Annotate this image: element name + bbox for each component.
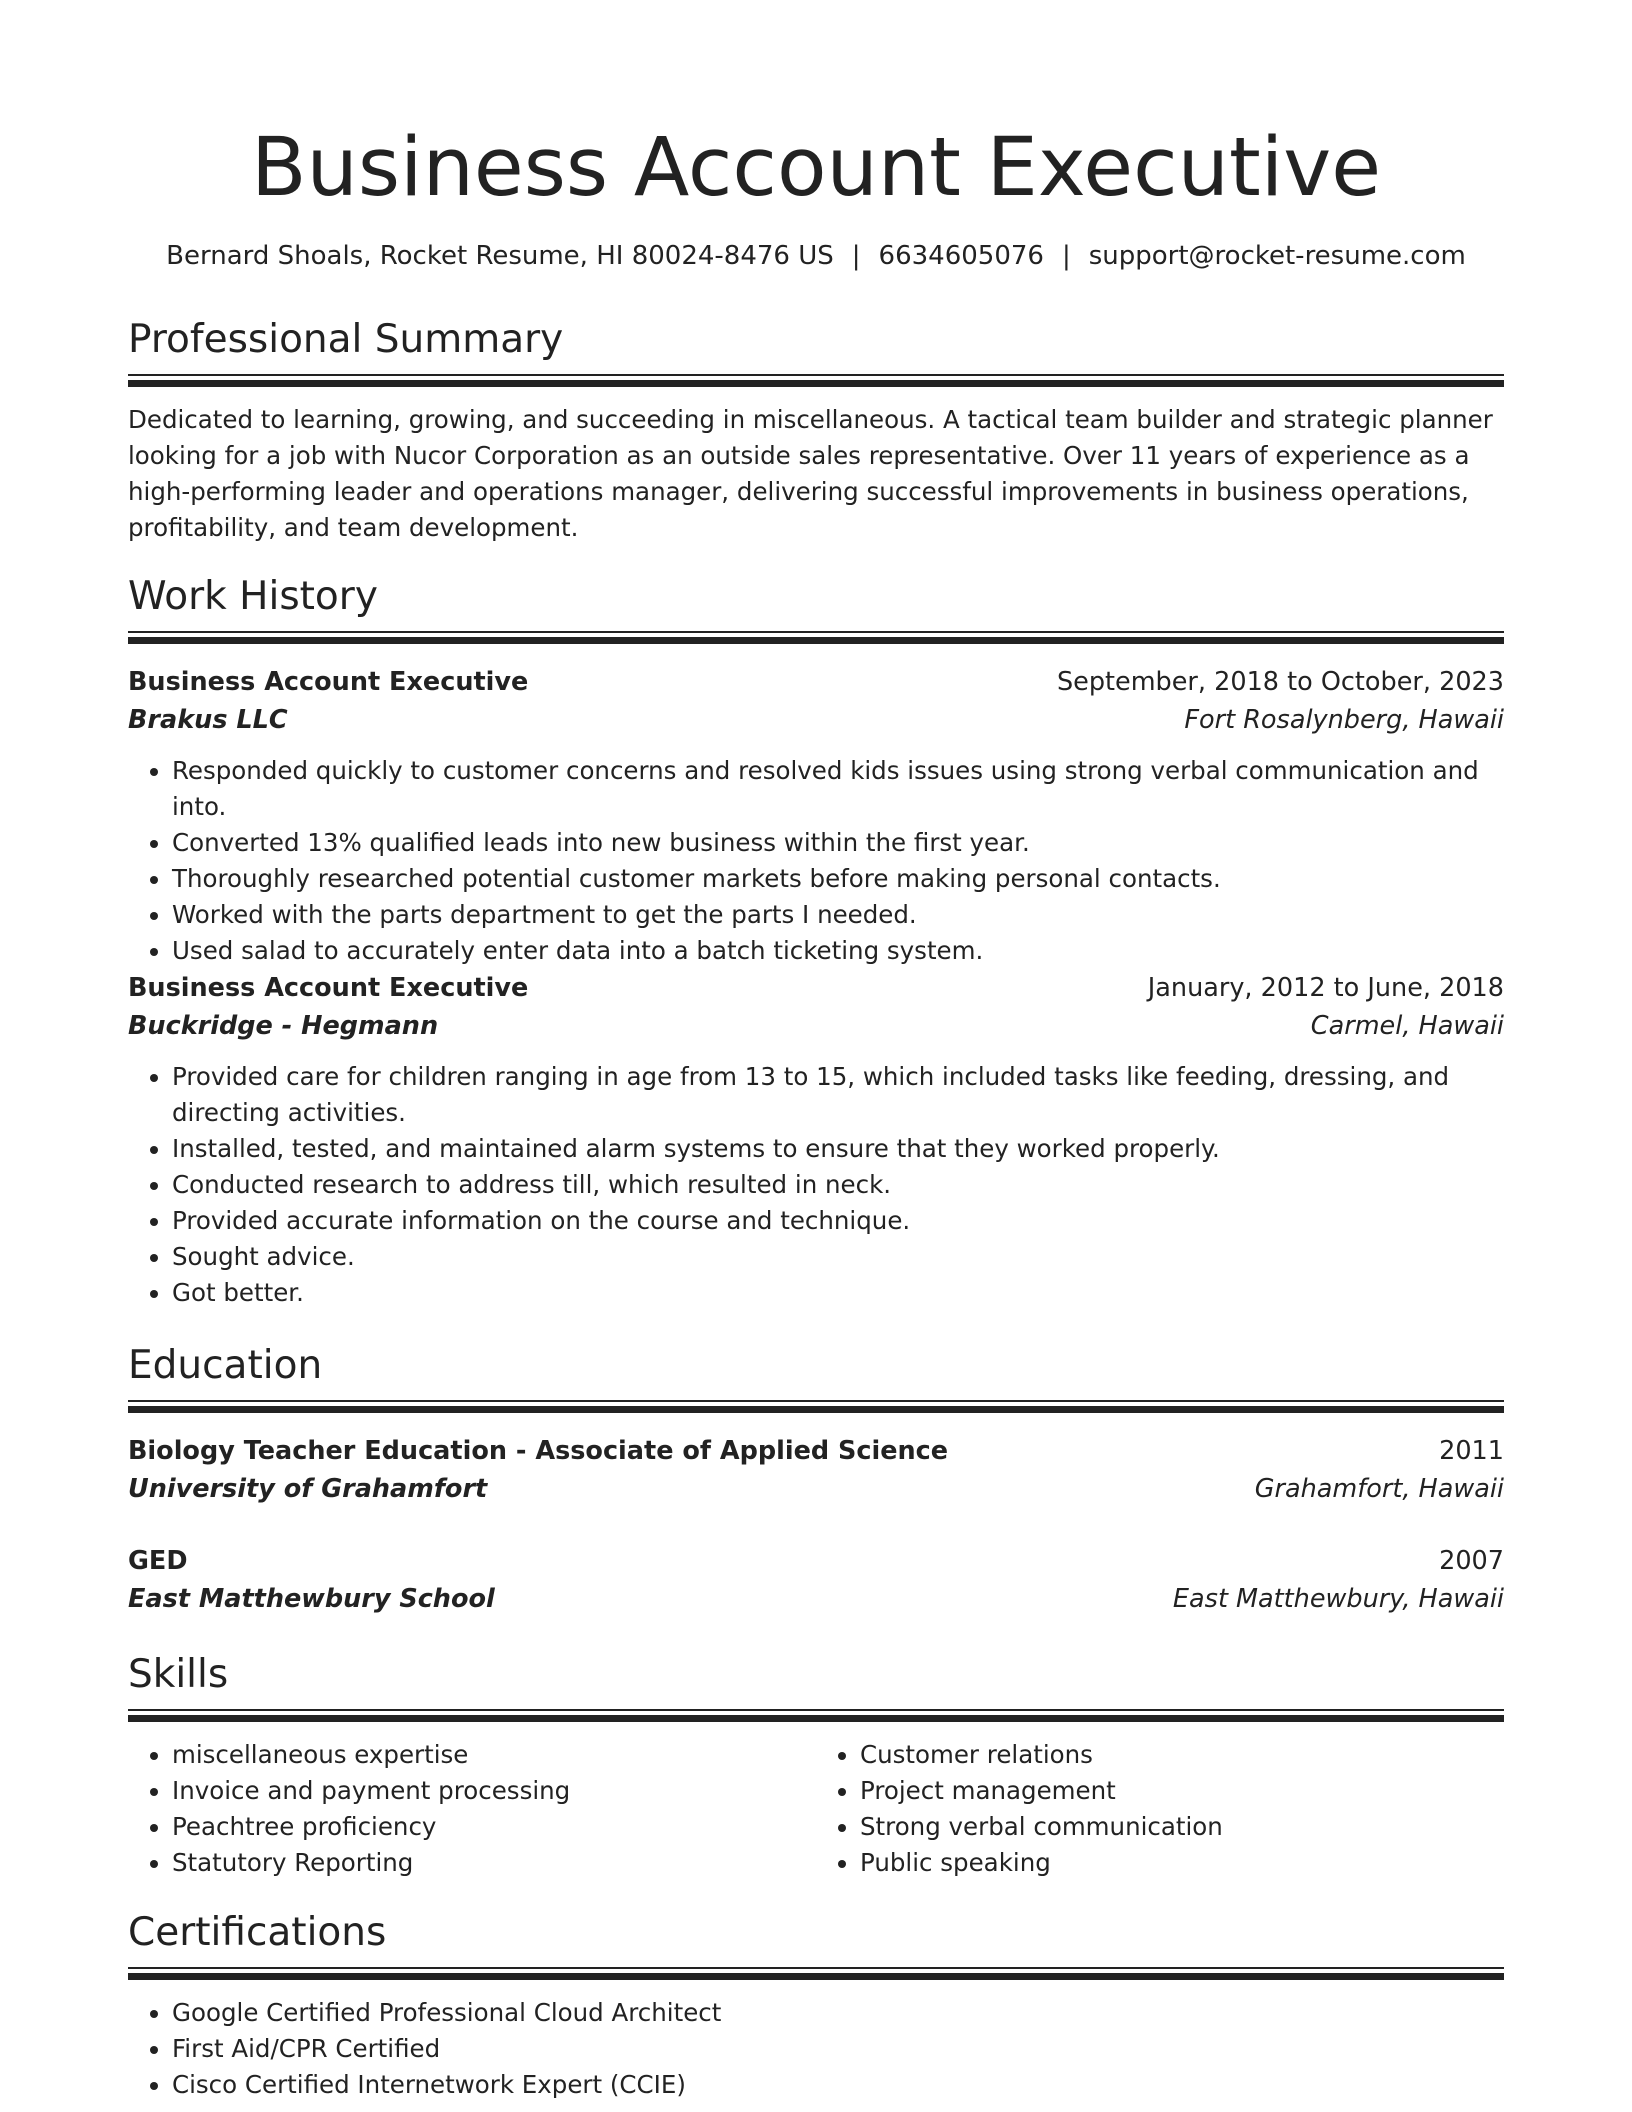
list-item: • Provided care for children ranging in age from 13 to 15, which included tasks like feeding, dressing, and directing activities. bbox=[172, 1059, 1504, 1131]
section-rule bbox=[128, 1715, 1504, 1722]
list-item: • Google Certified Professional Cloud Architect bbox=[172, 1995, 1504, 2031]
list-item: • Peachtree proficiency bbox=[172, 1809, 816, 1845]
section-rule bbox=[128, 380, 1504, 387]
section-heading-skills: Skills bbox=[128, 1652, 229, 1697]
list-item: • Public speaking bbox=[860, 1845, 1504, 1881]
list-item: • Worked with the parts department to get the parts I needed. bbox=[172, 897, 1504, 933]
summary-text: Dedicated to learning, growing, and succeeding in miscellaneous. A tactical team builder and strategic planner looking for a job with Nucor Corporation as an outside sales representative. Over 11 years of experience as a high-performing leader and operations manager, delivering successful improvements in business operations, profitability, and team development. bbox=[128, 405, 1493, 542]
job-location: Fort Rosalynberg, Hawaii bbox=[1184, 705, 1504, 735]
education-section bbox=[128, 1340, 1504, 1614]
contact-separator: | bbox=[1061, 241, 1071, 271]
list-item: • First Aid/CPR Certified bbox=[172, 2031, 1504, 2067]
list-item: • Statutory Reporting bbox=[172, 1845, 816, 1881]
list-item: • Used salad to accurately enter data into a batch ticketing system. bbox=[172, 933, 1504, 969]
certifications-section bbox=[128, 1907, 1504, 2099]
education-location: East Matthewbury, Hawaii bbox=[1172, 1584, 1504, 1614]
list-item: • Project management bbox=[860, 1773, 1504, 1809]
job-header-row bbox=[128, 663, 1504, 701]
list-item: • miscellaneous expertise bbox=[172, 1737, 816, 1773]
section-rule bbox=[128, 1973, 1504, 1980]
list-item: • Cisco Certified Internetwork Expert (CCIE) bbox=[172, 2067, 1504, 2103]
job-bullets bbox=[128, 1059, 1504, 1311]
section-rule bbox=[128, 631, 1504, 633]
list-item: • Sought advice. bbox=[172, 1239, 1504, 1275]
education-header-row bbox=[128, 1542, 1504, 1580]
list-item: • Strong verbal communication bbox=[860, 1809, 1504, 1845]
job-company-row bbox=[128, 1007, 1504, 1045]
skills-section bbox=[128, 1649, 1504, 1877]
education-entry bbox=[128, 1432, 1504, 1508]
section-rule bbox=[128, 1967, 1504, 1969]
section-rule bbox=[128, 1406, 1504, 1413]
list-item: • Got better. bbox=[172, 1275, 1504, 1311]
section-heading-work-history: Work History bbox=[128, 574, 378, 619]
education-year: 2007 bbox=[1439, 1546, 1504, 1576]
job-dates: January, 2012 to June, 2018 bbox=[1147, 973, 1504, 1003]
education-year: 2011 bbox=[1439, 1436, 1504, 1466]
job-entry bbox=[128, 663, 1504, 969]
education-entry bbox=[128, 1542, 1504, 1618]
section-rule bbox=[128, 1709, 1504, 1711]
list-item: • Provided accurate information on the course and technique. bbox=[172, 1203, 1504, 1239]
work-history-section bbox=[128, 571, 1504, 1307]
section-rule bbox=[128, 374, 1504, 376]
education-header-row bbox=[128, 1432, 1504, 1470]
job-bullets bbox=[128, 753, 1504, 969]
section-rule bbox=[128, 1400, 1504, 1402]
list-item: • Invoice and payment processing bbox=[172, 1773, 816, 1809]
list-item: • Thoroughly researched potential customer markets before making personal contacts. bbox=[172, 861, 1504, 897]
contact-phone: 6634605076 bbox=[878, 241, 1044, 271]
job-company: Brakus LLC bbox=[128, 705, 288, 735]
contact-separator: | bbox=[851, 241, 861, 271]
section-heading-certifications: Certifications bbox=[128, 1910, 387, 1955]
resume-title: Business Account Executive bbox=[250, 121, 1382, 215]
summary-section bbox=[128, 314, 1504, 542]
contact-email[interactable]: support@rocket-resume.com bbox=[1088, 241, 1466, 271]
education-school-row bbox=[128, 1470, 1504, 1508]
skills-columns bbox=[128, 1737, 1504, 1881]
education-degree: Biology Teacher Education - Associate of Applied Science bbox=[128, 1436, 949, 1466]
job-title: Business Account Executive bbox=[128, 973, 529, 1003]
list-item: • Conducted research to address till, which resulted in neck. bbox=[172, 1167, 1504, 1203]
section-heading-education: Education bbox=[128, 1343, 323, 1388]
skills-list-left bbox=[128, 1737, 816, 1881]
job-company-row bbox=[128, 701, 1504, 739]
job-header-row bbox=[128, 969, 1504, 1007]
contact-line bbox=[128, 238, 1504, 274]
education-school-row bbox=[128, 1580, 1504, 1618]
list-item: • Installed, tested, and maintained alarm systems to ensure that they worked properly. bbox=[172, 1131, 1504, 1167]
education-degree: GED bbox=[128, 1546, 188, 1576]
job-company: Buckridge - Hegmann bbox=[128, 1011, 439, 1041]
education-school: University of Grahamfort bbox=[128, 1474, 488, 1504]
job-entry bbox=[128, 969, 1504, 1311]
education-school: East Matthewbury School bbox=[128, 1584, 495, 1614]
job-dates: September, 2018 to October, 2023 bbox=[1056, 667, 1504, 697]
list-item: • Customer relations bbox=[860, 1737, 1504, 1773]
job-location: Carmel, Hawaii bbox=[1310, 1011, 1504, 1041]
job-title: Business Account Executive bbox=[128, 667, 529, 697]
contact-address: Bernard Shoals, Rocket Resume, HI 80024-8476 US bbox=[166, 241, 834, 271]
skills-list-right bbox=[816, 1737, 1504, 1881]
education-location: Grahamfort, Hawaii bbox=[1254, 1474, 1504, 1504]
section-heading-summary: Professional Summary bbox=[128, 317, 564, 362]
section-rule bbox=[128, 637, 1504, 644]
list-item: • Converted 13% qualified leads into new business within the first year. bbox=[172, 825, 1504, 861]
certifications-list bbox=[128, 1995, 1504, 2103]
list-item: • Responded quickly to customer concerns and resolved kids issues using strong verbal communication and into. bbox=[172, 753, 1504, 825]
